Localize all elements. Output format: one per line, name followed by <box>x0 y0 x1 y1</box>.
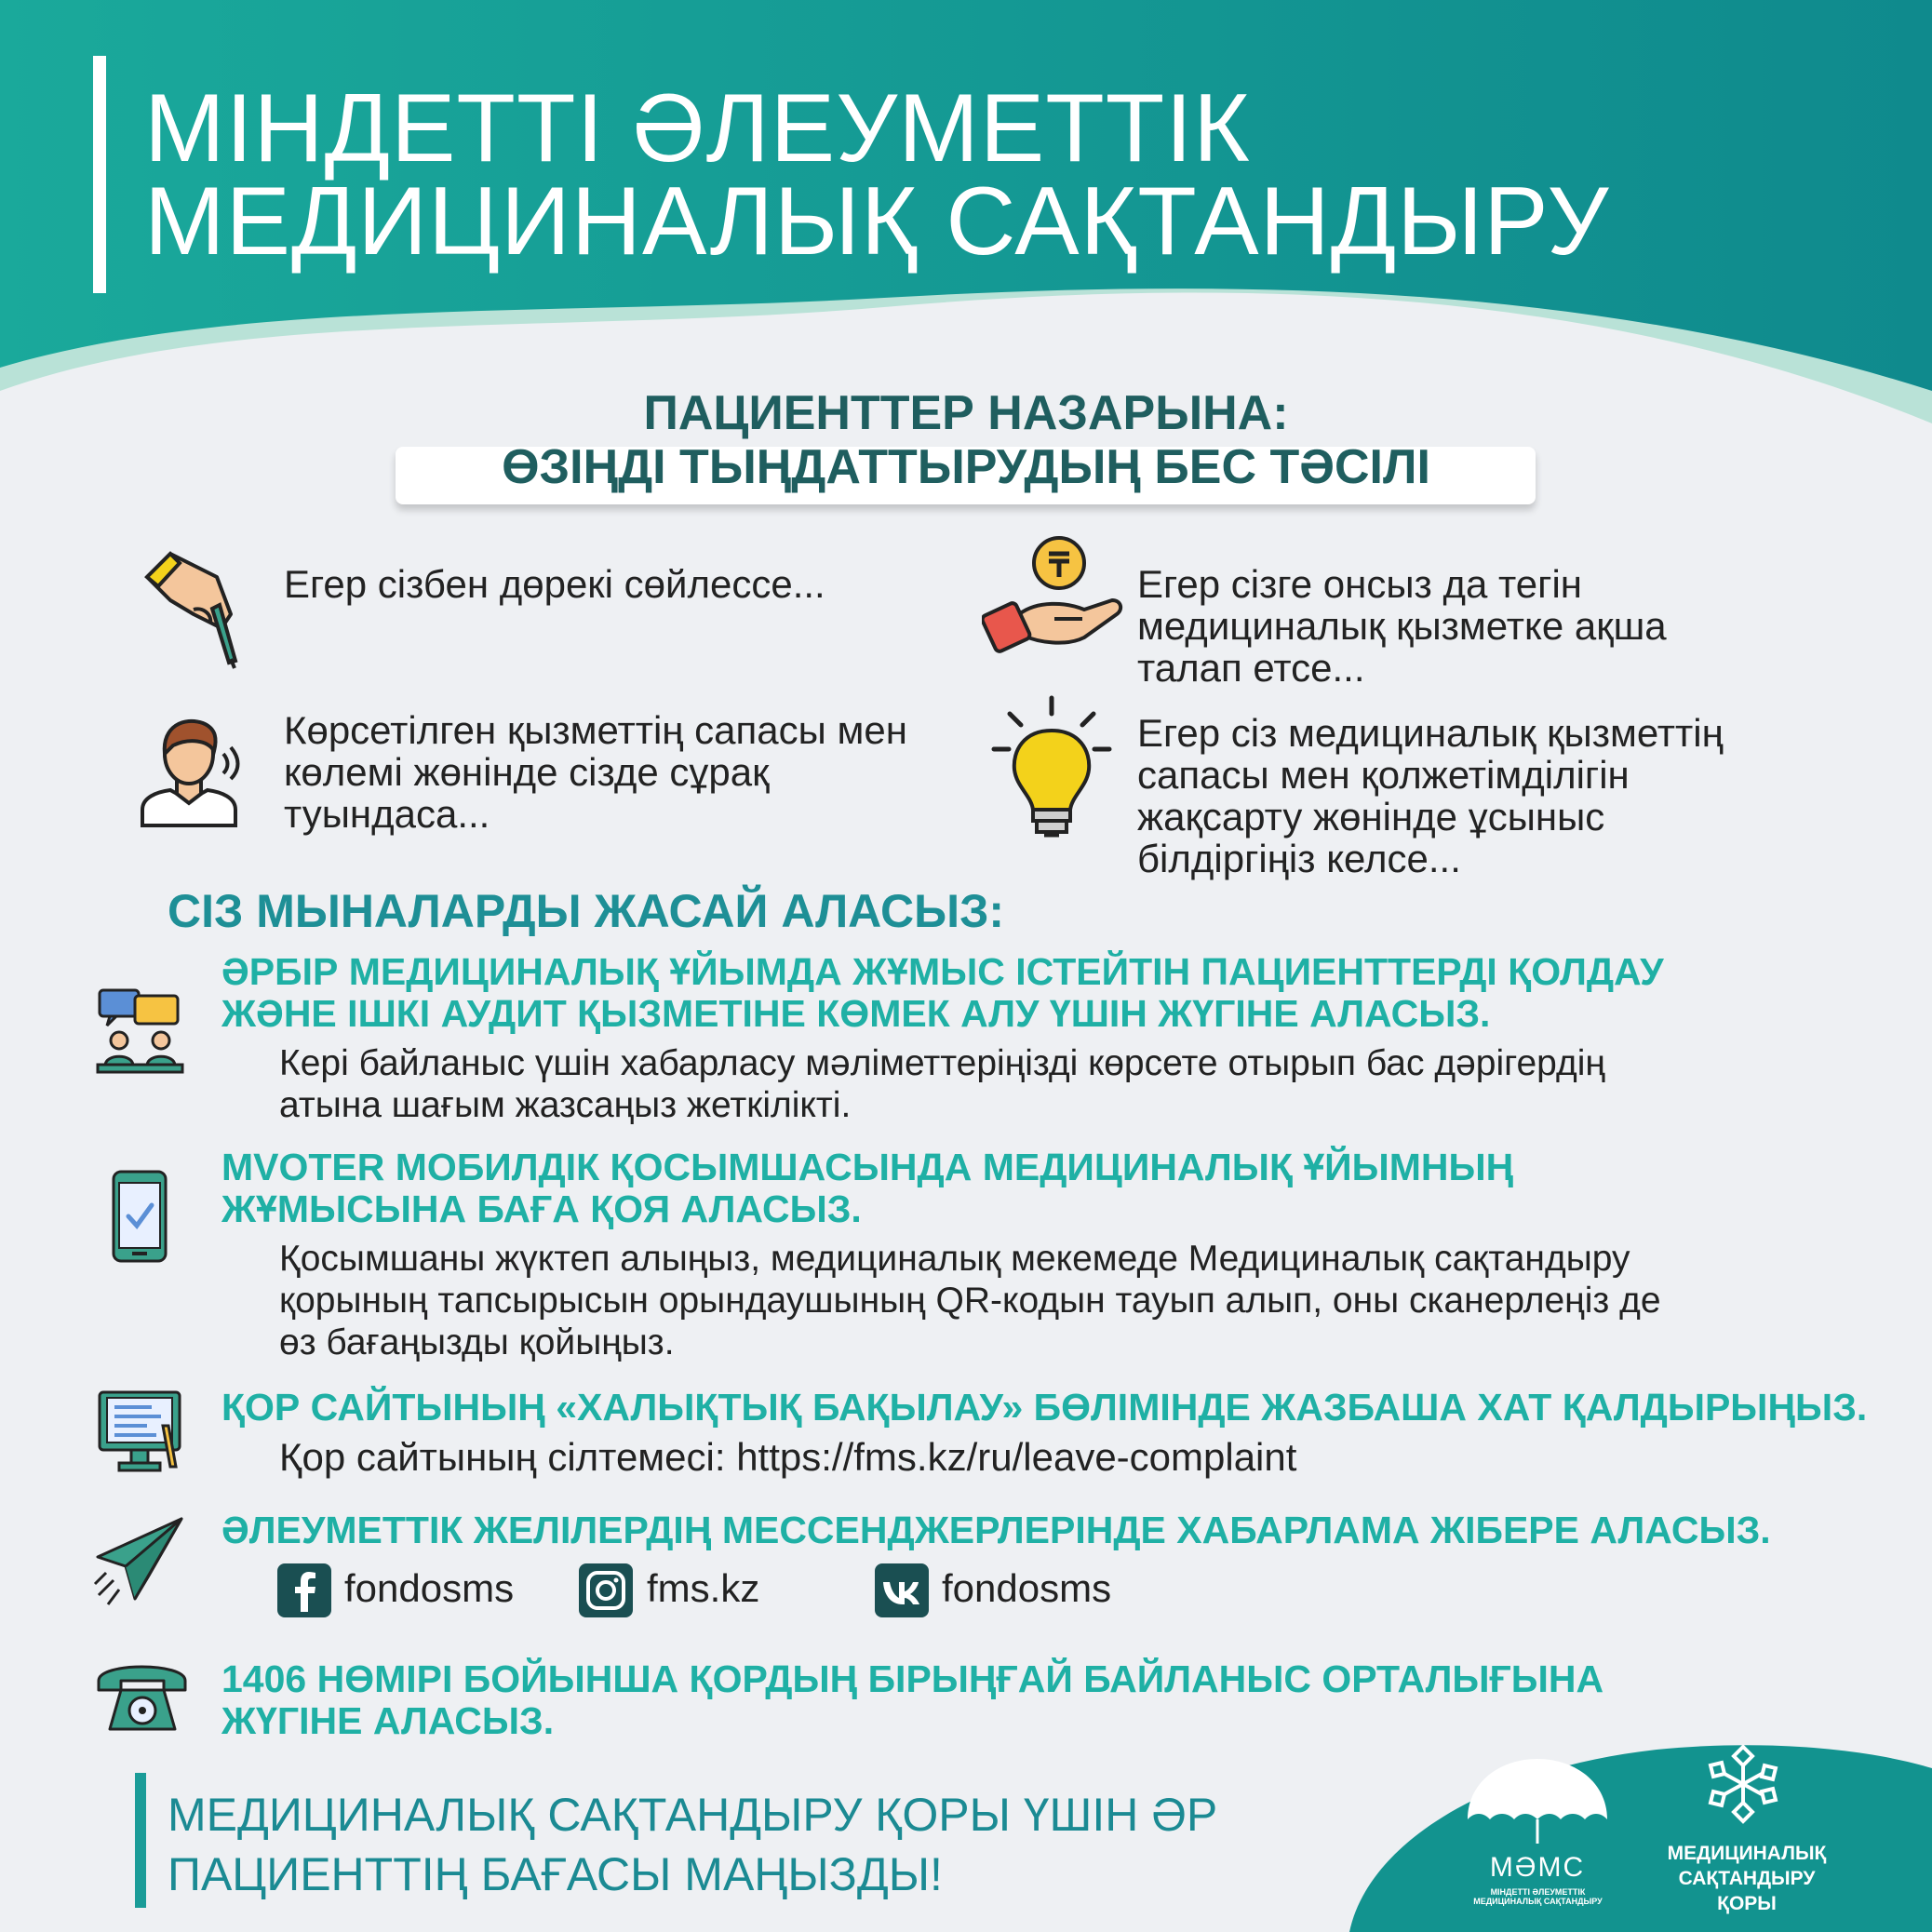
computer-document-icon <box>96 1389 184 1474</box>
subtitle-line1: ПАЦИЕНТТЕР НАЗАРЫНА: <box>643 386 1289 440</box>
situation-3-line: көлемі жөнінде сізде сұрақ <box>284 750 770 794</box>
situation-1-line: Егер сізбен дөрекі сөйлессе... <box>284 562 825 606</box>
situation-2-line: талап етсе... <box>1137 646 1365 690</box>
smartphone-check-icon <box>110 1168 170 1266</box>
title-accent-bar <box>93 56 106 293</box>
footer-accent-bar <box>135 1773 146 1908</box>
action-3-title-line: ҚОР САЙТЫНЫҢ «ХАЛЫҚТЫҚ БАҚЫЛАУ» БӨЛІМІНДЕ ЖАЗБАША ХАТ ҚАЛДЫРЫҢЫЗ. <box>221 1386 1868 1429</box>
vk-label[interactable]: fondosms <box>942 1566 1112 1610</box>
facebook-icon[interactable] <box>277 1563 331 1617</box>
situation-2-text <box>1137 563 1667 689</box>
action-5-title-line: ЖҮГІНЕ АЛАСЫЗ. <box>221 1699 555 1742</box>
mams-logo-sub-line: МЕДИЦИНАЛЫҚ САҚТАНДЫРУ <box>1473 1897 1603 1906</box>
mams-umbrella-logo <box>1463 1754 1612 1847</box>
subtitle <box>0 386 1932 494</box>
footer-slogan <box>168 1785 1217 1904</box>
situation-3-text <box>284 709 907 835</box>
situation-1-text <box>284 563 825 605</box>
footer-slogan-line2: ПАЦИЕНТТІҢ БАҒАСЫ МАҢЫЗДЫ! <box>168 1848 943 1900</box>
instagram-label[interactable]: fms.kz <box>647 1566 760 1610</box>
situation-4-text <box>1137 712 1724 879</box>
action-2-body-line: қорының тапсырысын орындаушының QR-кодын тауып алып, оны сканерлеңіз де <box>279 1281 1661 1321</box>
fund-logo-line: ҚОРЫ <box>1717 1893 1777 1914</box>
action-2-title-line: ЖҰМЫСЫНА БАҒА ҚОЯ АЛАСЫЗ. <box>221 1187 862 1230</box>
action-3-body <box>279 1436 1296 1478</box>
action-4-title-line: ӘЛЕУМЕТТІК ЖЕЛІЛЕРДІҢ МЕССЕНДЖЕРЛЕРІНДЕ ХАБАРЛАМА ЖІБЕРЕ АЛАСЫЗ. <box>221 1509 1771 1551</box>
fund-logo-text <box>1640 1841 1854 1916</box>
vk-icon[interactable] <box>875 1563 929 1617</box>
action-2-body-line: өз бағаңызды қойыңыз. <box>279 1322 675 1362</box>
main-title <box>144 74 1610 275</box>
instagram-icon[interactable] <box>579 1563 633 1617</box>
facebook-label[interactable]: fondosms <box>344 1566 515 1610</box>
footer-slogan-line1: МЕДИЦИНАЛЫҚ САҚТАНДЫРУ ҚОРЫ ҮШІН ӘР <box>168 1789 1218 1841</box>
action-1-body-line: Кері байланыс үшін хабарласу мәліметтеріңізді көрсете отырып бас дәрігердің <box>279 1043 1605 1083</box>
situation-4-line: сапасы мен қолжетімділігін <box>1137 753 1630 797</box>
fund-logo-line: САҚТАНДЫРУ <box>1678 1868 1816 1889</box>
action-1-title-line: ЖӘНЕ ІШКІ АУДИТ ҚЫЗМЕТІНЕ КӨМЕК АЛУ ҮШІН ЖҮГІНЕ АЛАСЫЗ. <box>221 992 1491 1035</box>
speaking-person-icon <box>138 712 254 828</box>
mams-logo-subtitle <box>1466 1887 1610 1906</box>
action-1-body-line: атына шағым жазсаңыз жеткілікті. <box>279 1085 852 1125</box>
action-2-body-line: Қосымшаны жүктеп алыңыз, медициналық мекемеде Медициналық сақтандыру <box>279 1239 1630 1279</box>
fund-snowflake-logo <box>1701 1742 1785 1826</box>
action-2-body <box>279 1238 1661 1363</box>
mams-logo-sub-line: МІНДЕТТІ ӘЛЕУМЕТТІК <box>1490 1887 1586 1897</box>
action-2-title <box>221 1147 1513 1230</box>
main-title-line2: МЕДИЦИНАЛЫҚ САҚТАНДЫРУ <box>144 168 1610 275</box>
situation-3-line: Көрсетілген қызметтің сапасы мен <box>284 708 907 752</box>
action-3-title <box>221 1387 1867 1429</box>
situation-2-line: медициналық қызметке ақша <box>1137 604 1667 648</box>
action-4-title <box>221 1509 1771 1551</box>
hand-with-pen-icon <box>138 549 249 670</box>
fund-logo-line: МЕДИЦИНАЛЫҚ <box>1667 1843 1827 1864</box>
action-1-body <box>279 1042 1605 1126</box>
action-2-title-line: MVOTER МОБИЛДІК ҚОСЫМШАСЫНДА МЕДИЦИНАЛЫҚ ҰЙЫМНЫҢ <box>221 1146 1514 1188</box>
action-5-title <box>221 1658 1603 1742</box>
telephone-icon <box>93 1655 191 1738</box>
main-title-line1: МІНДЕТТІ ӘЛЕУМЕТТІК <box>144 74 1251 182</box>
light-bulb-icon <box>986 693 1117 842</box>
situation-2-line: Егер сізге онсыз да тегін <box>1137 562 1582 606</box>
situation-3-line: туындаса... <box>284 792 490 836</box>
mams-logo-abbr: МӘМС <box>1489 1852 1586 1883</box>
action-5-title-line: 1406 НӨМІРІ БОЙЫНША ҚОРДЫҢ БІРЫҢҒАЙ БАЙЛАНЫС ОРТАЛЫҒЫНА <box>221 1657 1604 1700</box>
actions-title: СІЗ МЫНАЛАРДЫ ЖАСАЙ АЛАСЫЗ: <box>168 885 1005 937</box>
coin-in-hand-icon <box>982 535 1131 661</box>
situation-4-line: жақсарту жөнінде ұсыныс <box>1137 795 1605 839</box>
situation-4-line: Егер сіз медициналық қызметтің <box>1137 711 1724 755</box>
situation-4-line: білдіргіңіз келсе... <box>1137 837 1461 880</box>
subtitle-line2: ӨЗІҢДІ ТЫҢДАТТЫРУДЫҢ БЕС ТӘСІЛІ <box>502 440 1430 494</box>
consultation-chat-icon <box>96 986 184 1075</box>
action-3-body-line: Қор сайтының сілтемесі: https://fms.kz/ru/leave-complaint <box>279 1435 1297 1479</box>
action-1-title <box>221 951 1664 1035</box>
paper-plane-icon <box>93 1515 186 1608</box>
action-1-title-line: ӘРБІР МЕДИЦИНАЛЫҚ ҰЙЫМДА ЖҰМЫС ІСТЕЙТІН ПАЦИЕНТТЕРДІ ҚОЛДАУ <box>221 950 1664 993</box>
